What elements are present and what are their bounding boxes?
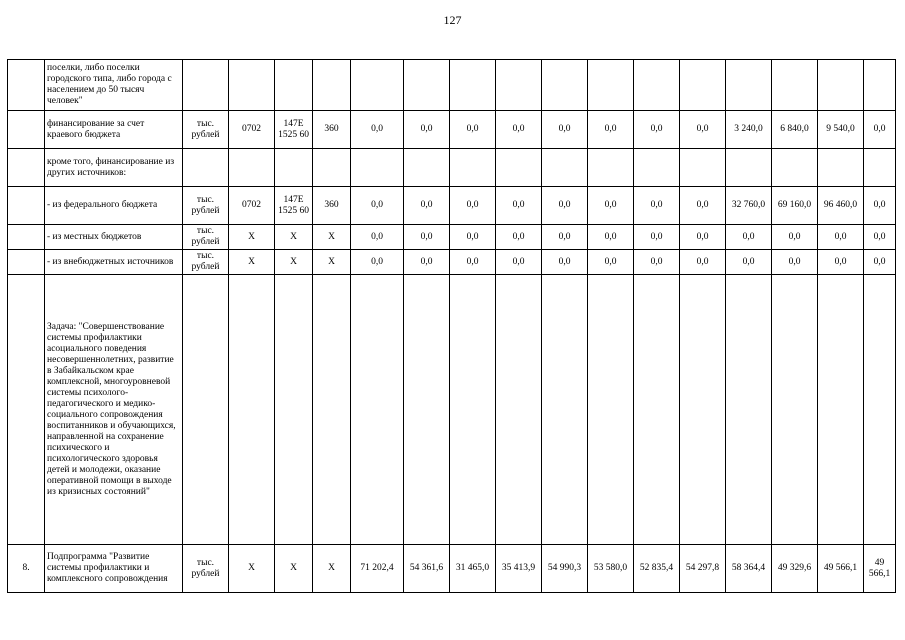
row-number-cell (8, 250, 45, 275)
value-cell: 0,0 (496, 225, 542, 250)
value-cell: 0,0 (404, 111, 450, 149)
value-cell: 54 297,8 (680, 545, 726, 593)
unit-cell (183, 60, 229, 111)
value-cell (588, 149, 634, 187)
unit-cell (183, 275, 229, 545)
value-cell: 0,0 (680, 187, 726, 225)
value-cell: 0,0 (450, 225, 496, 250)
value-cell: 0,0 (588, 111, 634, 149)
row-number-cell (8, 225, 45, 250)
value-cell: 35 413,9 (496, 545, 542, 593)
value-cell (680, 60, 726, 111)
value-cell (588, 275, 634, 545)
value-cell: 31 465,0 (450, 545, 496, 593)
value-cell: 0,0 (680, 225, 726, 250)
table-body (8, 60, 896, 593)
code-cell (313, 60, 351, 111)
value-cell: 49 566,1 (818, 545, 864, 593)
table-row (8, 250, 896, 275)
code-cell: Х (313, 225, 351, 250)
value-cell: 0,0 (634, 187, 680, 225)
value-cell: 6 840,0 (772, 111, 818, 149)
value-cell: 0,0 (588, 187, 634, 225)
value-cell (496, 60, 542, 111)
description-cell: кроме того, финансирование из других источников: (45, 149, 183, 187)
row-number-cell (8, 187, 45, 225)
code-cell: Х (313, 250, 351, 275)
description-cell: - из внебюджетных источников (45, 250, 183, 275)
table-row (8, 545, 896, 593)
unit-cell: тыс. рублей (183, 187, 229, 225)
value-cell: 0,0 (818, 225, 864, 250)
value-cell: 0,0 (404, 187, 450, 225)
value-cell (726, 60, 772, 111)
code-cell (229, 149, 275, 187)
table-row (8, 111, 896, 149)
value-cell: 53 580,0 (588, 545, 634, 593)
value-cell: 0,0 (680, 250, 726, 275)
row-number-cell (8, 275, 45, 545)
value-cell: 0,0 (496, 111, 542, 149)
value-cell: 0,0 (542, 250, 588, 275)
value-cell: 9 540,0 (818, 111, 864, 149)
value-cell: 0,0 (634, 225, 680, 250)
description-cell: финансирование за счет краевого бюджета (45, 111, 183, 149)
value-cell (588, 60, 634, 111)
unit-cell (183, 149, 229, 187)
value-cell: 0,0 (542, 187, 588, 225)
value-cell (404, 60, 450, 111)
value-cell: 69 160,0 (772, 187, 818, 225)
code-cell: Х (229, 225, 275, 250)
value-cell: 0,0 (864, 250, 896, 275)
value-cell (680, 149, 726, 187)
unit-cell: тыс. рублей (183, 250, 229, 275)
value-cell (404, 275, 450, 545)
table-row (8, 60, 896, 111)
value-cell: 0,0 (450, 187, 496, 225)
table-row (8, 187, 896, 225)
value-cell (496, 275, 542, 545)
value-cell: 0,0 (351, 187, 404, 225)
value-cell (634, 149, 680, 187)
value-cell (864, 149, 896, 187)
code-cell: 0702 (229, 187, 275, 225)
value-cell: 3 240,0 (726, 111, 772, 149)
value-cell: 0,0 (726, 250, 772, 275)
code-cell: Х (275, 545, 313, 593)
value-cell (818, 149, 864, 187)
description-cell: Задача: "Совершенствование системы профилактики асоциального поведения несовершеннолетних, развитие в Забайкальском крае комплексной, многоуровневой системы психолого-педагогического и медико-социального сопровождения воспитанников и обучающихся, направленной на сохранение психического и психологического здоровья детей и молодежи, оказание оперативной помощи в выходе из кризисных состояний" (45, 275, 183, 545)
value-cell: 54 361,6 (404, 545, 450, 593)
row-number-cell (8, 111, 45, 149)
value-cell (864, 275, 896, 545)
code-cell: 360 (313, 187, 351, 225)
value-cell (542, 60, 588, 111)
description-cell: - из федерального бюджета (45, 187, 183, 225)
value-cell: 0,0 (404, 250, 450, 275)
value-cell: 32 760,0 (726, 187, 772, 225)
code-cell (313, 275, 351, 545)
value-cell (542, 149, 588, 187)
value-cell: 0,0 (450, 111, 496, 149)
value-cell: 54 990,3 (542, 545, 588, 593)
value-cell (864, 60, 896, 111)
value-cell: 0,0 (351, 111, 404, 149)
description-cell: поселки, либо поселки городского типа, либо города с населением до 50 тысяч человек" (45, 60, 183, 111)
value-cell (726, 149, 772, 187)
value-cell: 52 835,4 (634, 545, 680, 593)
code-cell (275, 60, 313, 111)
table-row (8, 275, 896, 545)
code-cell: Х (275, 225, 313, 250)
row-number-cell (8, 60, 45, 111)
code-cell (313, 149, 351, 187)
description-cell: - из местных бюджетов (45, 225, 183, 250)
page-number: 127 (443, 13, 462, 27)
code-cell: 147Е 1525 60 (275, 187, 313, 225)
code-cell: 360 (313, 111, 351, 149)
value-cell (450, 275, 496, 545)
value-cell: 0,0 (864, 187, 896, 225)
value-cell: 0,0 (404, 225, 450, 250)
budget-table (7, 59, 896, 593)
value-cell (726, 275, 772, 545)
value-cell (542, 275, 588, 545)
description-cell: Подпрограмма "Развитие системы профилактики и комплексного сопровождения (45, 545, 183, 593)
value-cell: 71 202,4 (351, 545, 404, 593)
code-cell: 147Е 1525 60 (275, 111, 313, 149)
value-cell: 0,0 (588, 250, 634, 275)
value-cell (496, 149, 542, 187)
code-cell: Х (229, 545, 275, 593)
value-cell: 0,0 (864, 225, 896, 250)
code-cell (275, 149, 313, 187)
value-cell: 0,0 (496, 187, 542, 225)
value-cell (351, 60, 404, 111)
table-row (8, 149, 896, 187)
unit-cell: тыс. рублей (183, 545, 229, 593)
value-cell: 0,0 (450, 250, 496, 275)
code-cell: Х (229, 250, 275, 275)
value-cell (351, 149, 404, 187)
value-cell: 96 460,0 (818, 187, 864, 225)
code-cell: Х (313, 545, 351, 593)
value-cell (680, 275, 726, 545)
value-cell: 0,0 (496, 250, 542, 275)
value-cell: 0,0 (772, 225, 818, 250)
row-number-cell (8, 149, 45, 187)
value-cell: 49 329,6 (772, 545, 818, 593)
value-cell: 0,0 (818, 250, 864, 275)
value-cell: 0,0 (726, 225, 772, 250)
row-number-cell: 8. (8, 545, 45, 593)
value-cell: 0,0 (588, 225, 634, 250)
value-cell (450, 60, 496, 111)
value-cell (818, 275, 864, 545)
value-cell: 0,0 (680, 111, 726, 149)
value-cell (634, 60, 680, 111)
value-cell (450, 149, 496, 187)
value-cell (634, 275, 680, 545)
value-cell: 0,0 (542, 111, 588, 149)
value-cell: 0,0 (864, 111, 896, 149)
table-row (8, 225, 896, 250)
value-cell (772, 275, 818, 545)
value-cell: 0,0 (351, 250, 404, 275)
unit-cell: тыс. рублей (183, 225, 229, 250)
value-cell: 0,0 (351, 225, 404, 250)
value-cell (351, 275, 404, 545)
value-cell (772, 60, 818, 111)
value-cell: 49 566,1 (864, 545, 896, 593)
code-cell (275, 275, 313, 545)
unit-cell: тыс. рублей (183, 111, 229, 149)
value-cell (404, 149, 450, 187)
code-cell (229, 275, 275, 545)
value-cell: 0,0 (772, 250, 818, 275)
value-cell: 0,0 (542, 225, 588, 250)
value-cell: 0,0 (634, 111, 680, 149)
value-cell: 0,0 (634, 250, 680, 275)
value-cell (772, 149, 818, 187)
code-cell: Х (275, 250, 313, 275)
value-cell: 58 364,4 (726, 545, 772, 593)
code-cell: 0702 (229, 111, 275, 149)
code-cell (229, 60, 275, 111)
value-cell (818, 60, 864, 111)
